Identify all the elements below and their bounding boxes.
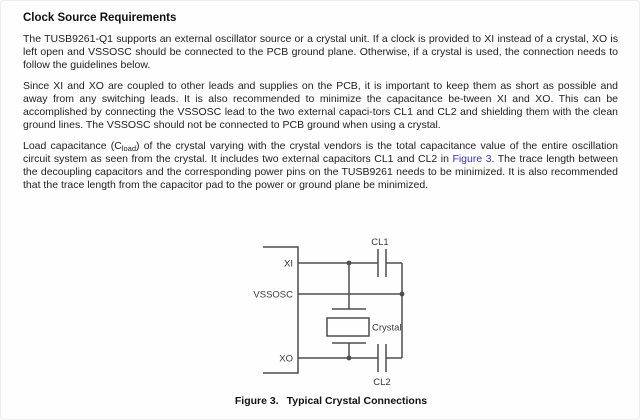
cl1-capacitor-symbol xyxy=(378,249,386,277)
xi-junction-dot xyxy=(347,261,352,266)
crystal-label: Crystal xyxy=(372,322,402,334)
vssosc-junction-dot xyxy=(400,292,405,297)
figure-caption-title: Typical Crystal Connections xyxy=(286,395,428,407)
cl2-capacitor-symbol xyxy=(378,344,386,372)
paragraph-load-capacitance xyxy=(23,140,618,192)
figure-caption-number: Figure 3. xyxy=(234,395,279,407)
cl1-label: CL1 xyxy=(371,237,389,248)
load-cap-text-end: . The trace length between the decoupling capacitors and the corresponding power pins on the TUSB9261 needs to be minimized. It is also recommended that the trace length from the capacitor pad to the power or ground plane be minimized. xyxy=(23,153,618,191)
xi-pin-label: XI xyxy=(284,258,293,270)
load-cap-text-start: Load capacitance (C xyxy=(23,140,122,152)
paragraph-xi-xo-coupling: Since XI and XO are coupled to other leads and supplies on the PCB, it is important to keep them as short as possible and away from any switching leads. It is also recommended to minimize the capacitance be-tween XI and XO. This can be accomplished by connecting the VSSOSC lead to the two external capaci-tors CL1 and CL2 and shielding them with the clean ground lines. The VSSOSC should not be connected to PCB ground when using a crystal. xyxy=(23,80,618,131)
xo-pin-label: XO xyxy=(279,353,293,365)
text-column xyxy=(1,1,639,192)
vssosc-pin-label: VSSOSC xyxy=(253,289,293,301)
paragraph-clock-source-intro: The TUSB9261-Q1 supports an external oscillator source or a crystal unit. If a clock is provided to XI instead of a crystal, XO is left open and VSSOSC should be connected to the PCB ground plane. Otherwise, if a crystal is used, the connection needs to follow the guidelines below. xyxy=(23,33,618,71)
section-heading: Clock Source Requirements xyxy=(23,12,177,24)
load-cap-text-mid: ) of the crystal varying with the crystal vendors is the total capacitance value of the entire oscillation circuit system as seen from the crystal. It includes two external capacitors CL1 and CL2 in xyxy=(23,140,618,165)
crystal-body-symbol xyxy=(327,318,369,336)
figure-caption xyxy=(181,395,481,407)
figure-3-link[interactable]: Figure 3 xyxy=(452,153,492,165)
xo-junction-dot xyxy=(347,356,352,361)
crystal-connection-diagram xyxy=(241,227,511,399)
cl2-label: CL2 xyxy=(373,377,391,388)
cload-subscript: load xyxy=(121,144,137,153)
